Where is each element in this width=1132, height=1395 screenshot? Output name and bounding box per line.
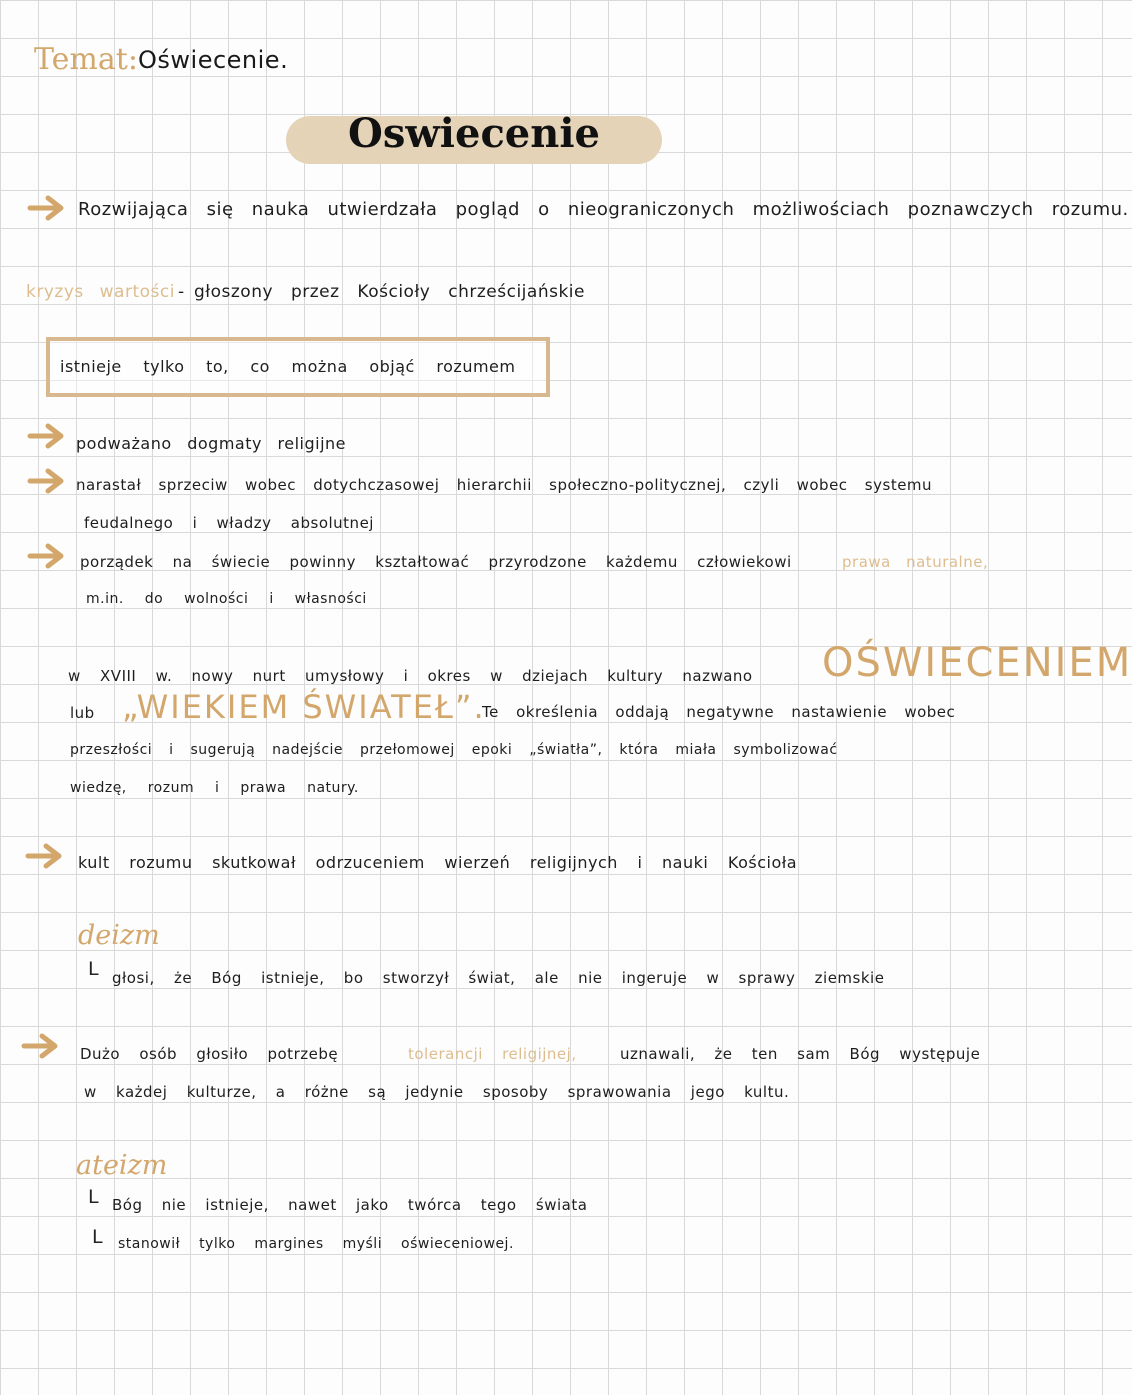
line-kryzys: głoszony przez Kościoły chrześcijańskie xyxy=(194,282,585,302)
bullet-sprzeciw: narastał sprzeciw wobec dotychczasowej hierarchii społeczno-politycznej, czyli wobec systemu xyxy=(76,476,933,494)
ateizm-marker-1: L xyxy=(88,1186,99,1208)
para-lub: lub xyxy=(70,704,95,722)
arrow-right-icon xyxy=(28,468,68,494)
ateizm-heading: ateizm xyxy=(76,1150,168,1181)
para-wiedze: wiedzę, rozum i prawa natury. xyxy=(70,780,359,796)
oswieceniem-heading: OŚWIECENIEM xyxy=(822,640,1132,686)
bullet-dogmaty: podważano dogmaty religijne xyxy=(76,434,347,453)
page-title: Oswiecenie xyxy=(348,110,600,157)
tolerancja-pre: Dużo osób głosiło potrzebę xyxy=(80,1045,339,1063)
kryzys-wartosci-label: kryzys wartości xyxy=(26,282,175,302)
ateizm-line-2: stanowił tylko margines myśli oświeceniowej. xyxy=(118,1236,514,1252)
arrow-right-icon xyxy=(22,1033,62,1059)
topic-label: Temat: xyxy=(34,42,138,77)
tolerancja-cont: w każdej kulturze, a różne są jedynie sposoby sprawowania jego kultu. xyxy=(84,1083,790,1101)
para-okreslenia: Te określenia oddają negatywne nastawienie wobec xyxy=(482,703,956,721)
wiekiem-swiatel: „WIEKIEM ŚWIATEŁ”. xyxy=(122,688,486,726)
bullet-kult-rozumu: kult rozumu skutkował odrzuceniem wierzeń religijnych i nauki Kościoła xyxy=(78,853,798,872)
arrow-right-icon xyxy=(26,843,66,869)
ateizm-marker-2: L xyxy=(92,1226,103,1248)
para-xviii: w XVIII w. nowy nurt umysłowy i okres w dziejach kultury nazwano xyxy=(68,667,753,685)
arrow-right-icon xyxy=(28,423,68,449)
arrow-right-icon xyxy=(28,543,68,569)
para-przeszlosci: przeszłości i sugerują nadejście przełomowej epoki „światła”, która miała symbolizować xyxy=(70,742,838,758)
topic-value: Oświecenie. xyxy=(138,46,289,74)
arrow-right-icon xyxy=(28,195,68,221)
ateizm-line-1: Bóg nie istnieje, nawet jako twórca tego świata xyxy=(112,1196,588,1214)
deizm-heading: deizm xyxy=(78,920,160,951)
tolerancja-religijna: tolerancji religijnej, xyxy=(408,1045,577,1063)
deizm-marker: L xyxy=(88,958,99,980)
bullet-porzadek: porządek na świecie powinny kształtować przyrodzone każdemu człowiekowi xyxy=(80,553,792,571)
bullet-porzadek-cont: m.in. do wolności i własności xyxy=(86,591,367,607)
deizm-definition: głosi, że Bóg istnieje, bo stworzył świat, ale nie ingeruje w sprawy ziemskie xyxy=(112,969,885,987)
dash: - xyxy=(178,282,185,302)
tolerancja-post: uznawali, że ten sam Bóg występuje xyxy=(620,1045,981,1063)
bullet-sprzeciw-cont: feudalnego i władzy absolutnej xyxy=(84,514,374,532)
line-nauka: Rozwijająca się nauka utwierdzała pogląd o nieograniczonych możliwościach poznawczych rozumu. xyxy=(78,199,1129,220)
prawa-naturalne: prawa naturalne, xyxy=(842,553,989,571)
boxed-text: istnieje tylko to, co można objąć rozumem xyxy=(60,357,516,376)
